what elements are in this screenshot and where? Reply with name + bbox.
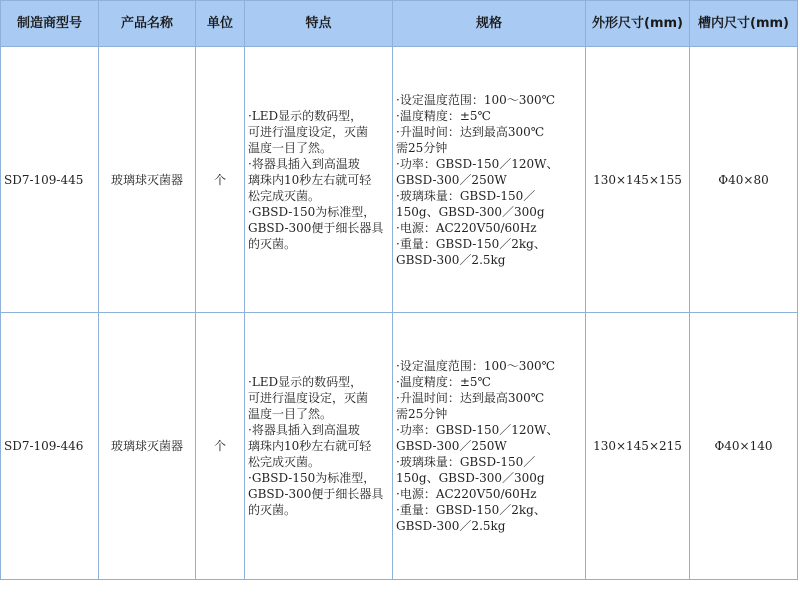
spec-line: ·电源：AC220V50/60Hz [396,487,537,501]
spec-line: ·功率：GBSD-150／120W、 [396,423,559,437]
feature-line: 的灭菌。 [248,503,297,517]
header-unit: 单位 [196,1,245,47]
unit-cell: 个 [196,47,245,313]
specs-cell [393,313,586,580]
header-row [1,1,798,47]
feature-line: ·LED显示的数码型， [248,108,363,123]
spec-line: ·重量：GBSD-150／2kg、 [396,236,546,251]
header-outer-size: 外形尺寸(mm) [586,1,690,47]
feature-line: GBSD-300便于细长器具 [248,487,384,501]
feature-line: 松完成灭菌。 [248,455,321,469]
outer-size-cell: 130×145×215 [586,313,690,580]
table-row [1,47,798,313]
spec-line: 150g、GBSD-300／300g [396,204,545,219]
spec-line: ·升温时间：达到最高300℃ [396,391,545,405]
header-model: 制造商型号 [1,1,99,47]
product-name-cell: 玻璃球灭菌器 [99,313,196,580]
spec-line: 需25分钟 [396,140,448,155]
spec-line: ·温度精度：±5℃ [396,108,491,123]
features-cell [245,313,393,580]
spec-line: ·设定温度范围：100～300℃ [396,92,556,107]
feature-line: ·GBSD-150为标准型， [248,471,376,485]
feature-line: ·将器具插入到高温玻 [248,423,360,437]
spec-line: ·玻璃珠量：GBSD-150／ [396,455,536,469]
features-cell [245,47,393,313]
table-row [1,313,798,580]
spec-line: GBSD-300／2.5kg [396,519,506,533]
feature-line: 可进行温度设定，灭菌 [248,124,369,139]
spec-line: ·玻璃珠量：GBSD-150／ [396,188,536,203]
product-name-cell: 玻璃球灭菌器 [99,47,196,313]
header-specs: 规格 [393,1,586,47]
inner-size-cell: Φ40×140 [690,313,798,580]
feature-line: 温度一目了然。 [248,140,333,155]
feature-line: ·GBSD-150为标准型， [248,204,376,219]
feature-line: ·将器具插入到高温玻 [248,156,360,171]
feature-line: 温度一目了然。 [248,407,333,421]
header-inner-size: 槽内尺寸(mm) [690,1,798,47]
outer-size-cell: 130×145×155 [586,47,690,313]
spec-line: ·升温时间：达到最高300℃ [396,124,545,139]
header-name: 产品名称 [99,1,196,47]
model-cell: SD7-109-445 [1,47,99,313]
spec-line: 需25分钟 [396,407,448,421]
unit-cell: 个 [196,313,245,580]
spec-line: GBSD-300／250W [396,172,507,187]
model-cell: SD7-109-446 [1,313,99,580]
inner-size-cell: Φ40×80 [690,47,798,313]
spec-line: GBSD-300／250W [396,439,507,453]
feature-line: 璃珠内10秒左右就可轻 [248,172,372,187]
feature-line: ·LED显示的数码型， [248,375,363,389]
spec-line: ·重量：GBSD-150／2kg、 [396,503,546,517]
feature-line: 璃珠内10秒左右就可轻 [248,439,372,453]
specs-cell [393,47,586,313]
spec-line: ·温度精度：±5℃ [396,375,491,389]
spec-line: 150g、GBSD-300／300g [396,471,545,485]
feature-line: 的灭菌。 [248,236,297,251]
spec-line: ·设定温度范围：100～300℃ [396,359,556,373]
spec-line: GBSD-300／2.5kg [396,252,506,267]
header-features: 特点 [245,1,393,47]
feature-line: GBSD-300便于细长器具 [248,220,384,235]
feature-line: 松完成灭菌。 [248,188,321,203]
feature-line: 可进行温度设定，灭菌 [248,391,369,405]
spec-line: ·电源：AC220V50/60Hz [396,220,537,235]
spec-line: ·功率：GBSD-150／120W、 [396,156,559,171]
